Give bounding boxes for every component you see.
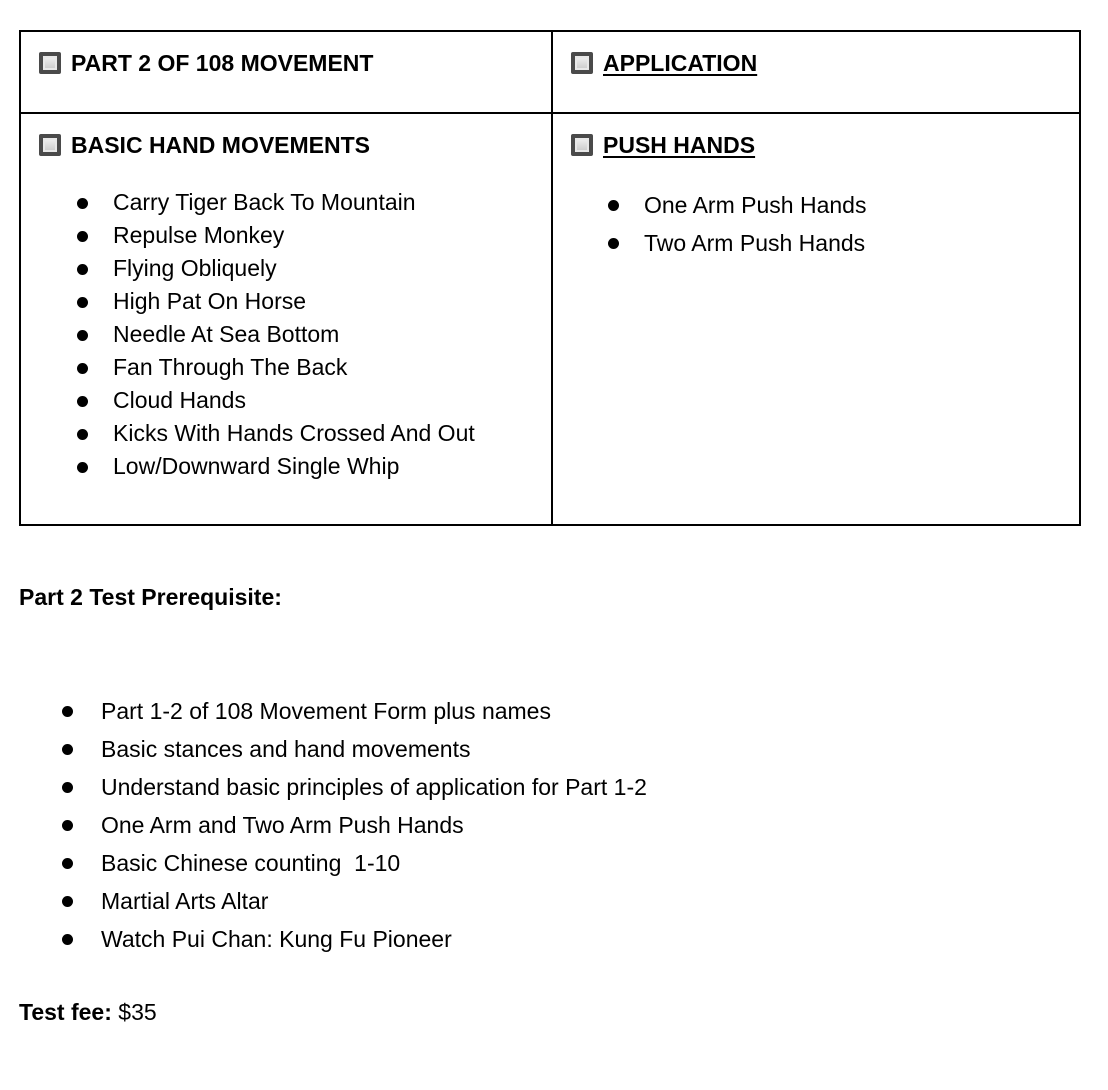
bullet-dot-icon (77, 429, 88, 440)
list-item-text: Flying Obliquely (113, 255, 277, 281)
bullet-dot-icon (62, 706, 73, 717)
test-fee-label: Test fee: (19, 999, 112, 1025)
bullet-dot-icon (77, 264, 88, 275)
bullet-dot-icon (77, 297, 88, 308)
list-item-text: Repulse Monkey (113, 222, 285, 248)
list-item-text: Basic stances and hand movements (101, 736, 471, 762)
list-item-text: Two Arm Push Hands (644, 230, 866, 256)
body-cell-hand-movements (20, 113, 552, 525)
hand-movements-list (39, 186, 551, 483)
list-item (19, 844, 647, 882)
bullet-dot-icon (62, 782, 73, 793)
bullet-dot-icon (77, 363, 88, 374)
application-heading (571, 48, 1079, 78)
checkbox-icon[interactable] (571, 134, 593, 156)
list-item-text: Part 1-2 of 108 Movement Form plus names (101, 698, 551, 724)
part-heading (39, 48, 551, 78)
list-item (19, 920, 647, 958)
push-hands-heading-label: PUSH HANDS (603, 132, 756, 158)
bullet-dot-icon (77, 330, 88, 341)
list-item (571, 224, 1079, 262)
list-item-text: Basic Chinese counting 1-10 (101, 850, 401, 876)
bullet-dot-icon (608, 200, 619, 211)
hand-movements-heading-label: BASIC HAND MOVEMENTS (71, 132, 371, 158)
checkbox-icon[interactable] (39, 134, 61, 156)
list-item (19, 806, 647, 844)
bullet-dot-icon (77, 462, 88, 473)
list-item-text: One Arm Push Hands (644, 192, 867, 218)
test-fee (19, 997, 157, 1027)
list-item (39, 219, 551, 252)
list-item (39, 318, 551, 351)
list-item (39, 384, 551, 417)
hand-movements-heading (39, 130, 551, 160)
list-item-text: Needle At Sea Bottom (113, 321, 340, 347)
list-item-text: Low/Downward Single Whip (113, 453, 400, 479)
checkbox-icon[interactable] (571, 52, 593, 74)
test-fee-value: $35 (118, 999, 157, 1025)
prerequisite-title: Part 2 Test Prerequisite: (19, 584, 282, 610)
curriculum-table (19, 30, 1081, 526)
list-item-text: Kicks With Hands Crossed And Out (113, 420, 475, 446)
list-item (19, 882, 647, 920)
application-heading-label: APPLICATION (603, 50, 758, 76)
prerequisite-list (19, 692, 647, 958)
bullet-dot-icon (62, 858, 73, 869)
table-body-row (20, 113, 1080, 525)
header-cell-application (552, 31, 1080, 113)
list-item-text: High Pat On Horse (113, 288, 307, 314)
list-item-text: Understand basic principles of application for Part 1-2 (101, 774, 647, 800)
body-cell-push-hands (552, 113, 1080, 525)
bullet-dot-icon (77, 198, 88, 209)
bullet-dot-icon (62, 896, 73, 907)
push-hands-list (571, 186, 1079, 262)
bullet-dot-icon (77, 231, 88, 242)
list-item-text: Carry Tiger Back To Mountain (113, 189, 416, 215)
list-item-text: Fan Through The Back (113, 354, 348, 380)
header-cell-movement (20, 31, 552, 113)
list-item (19, 692, 647, 730)
list-item (39, 285, 551, 318)
list-item-text: One Arm and Two Arm Push Hands (101, 812, 464, 838)
list-item (19, 768, 647, 806)
push-hands-heading (571, 130, 1079, 160)
list-item (39, 186, 551, 219)
checkbox-icon[interactable] (39, 52, 61, 74)
list-item-text: Watch Pui Chan: Kung Fu Pioneer (101, 926, 452, 952)
list-item (39, 450, 551, 483)
bullet-dot-icon (608, 238, 619, 249)
list-item-text: Martial Arts Altar (101, 888, 269, 914)
list-item (39, 417, 551, 450)
list-item-text: Cloud Hands (113, 387, 246, 413)
list-item (571, 186, 1079, 224)
bullet-dot-icon (77, 396, 88, 407)
list-item (39, 252, 551, 285)
bullet-dot-icon (62, 820, 73, 831)
bullet-dot-icon (62, 934, 73, 945)
list-item (19, 730, 647, 768)
table-header-row (20, 31, 1080, 113)
list-item (39, 351, 551, 384)
bullet-dot-icon (62, 744, 73, 755)
part-heading-label: PART 2 OF 108 MOVEMENT (71, 50, 374, 76)
